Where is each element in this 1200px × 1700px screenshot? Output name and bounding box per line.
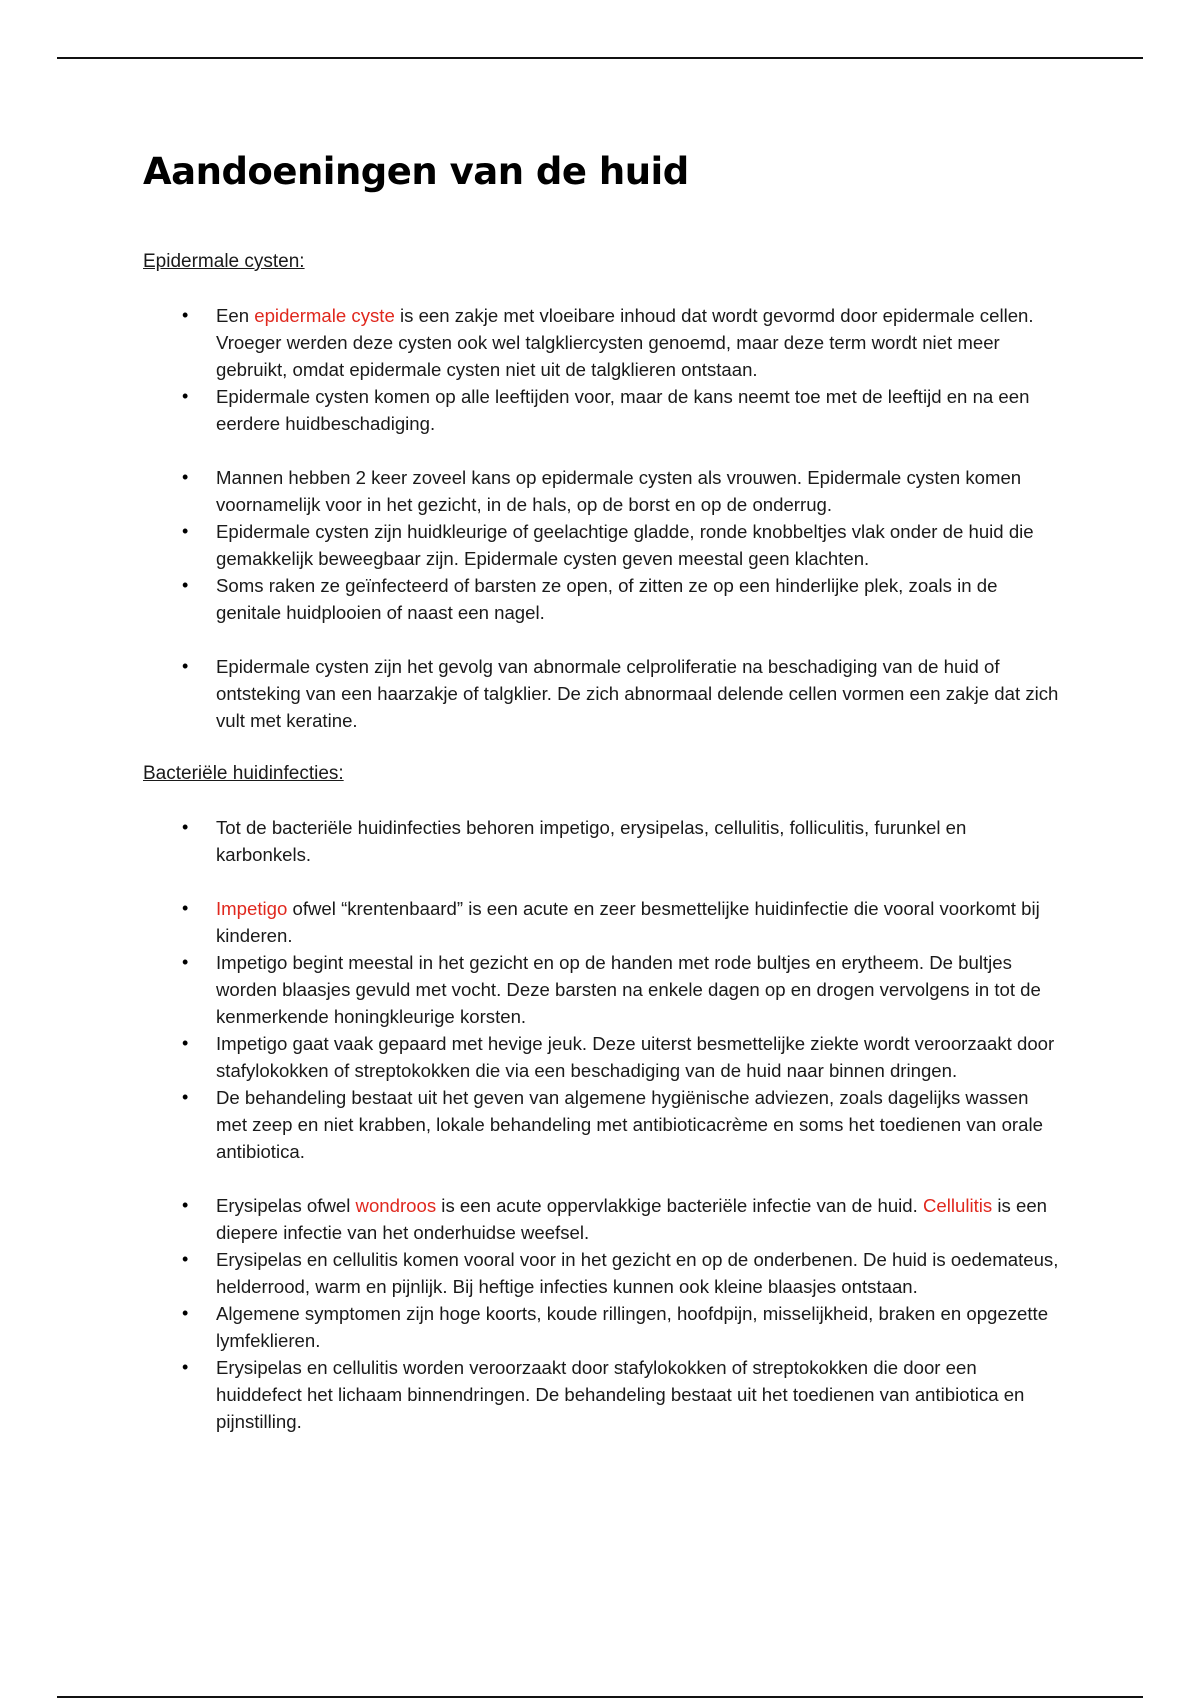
list-item — [143, 814, 1063, 868]
bullet-list — [143, 895, 1063, 1165]
list-item-text: Algemene symptomen zijn hoge koorts, koude rillingen, hoofdpijn, misselijkheid, braken en opgezette lymfeklieren. — [216, 1303, 1049, 1351]
page-title: Aandoeningen van de huid — [143, 150, 689, 193]
list-item — [143, 1354, 1063, 1435]
highlighted-term: epidermale cyste — [254, 305, 395, 326]
list-item-text: Een — [216, 305, 255, 326]
highlighted-term: Impetigo — [216, 898, 288, 919]
bullet-list — [143, 464, 1063, 626]
sections-container — [143, 248, 1063, 1435]
list-item — [143, 464, 1063, 518]
list-item-text: Impetigo gaat vaak gepaard met hevige jeuk. Deze uiterst besmettelijke ziekte wordt veroorzaakt door stafylokokken of streptokokken die via een beschadiging van de huid naar binnen dringen. — [216, 1033, 1055, 1081]
list-item — [143, 572, 1063, 626]
list-item — [143, 949, 1063, 1030]
list-item — [143, 1030, 1063, 1084]
highlighted-term: wondroos — [355, 1195, 437, 1216]
bullet-list — [143, 302, 1063, 437]
list-item-text: De behandeling bestaat uit het geven van algemene hygiënische adviezen, zoals dagelijks wassen met zeep en niet krabben, lokale behandeling met antibioticacrème en soms het toedienen van orale antibiotica. — [216, 1087, 1043, 1162]
list-item — [143, 383, 1063, 437]
section-heading: Epidermale cysten: — [143, 251, 305, 272]
bullet-list — [143, 814, 1063, 868]
list-item — [143, 653, 1063, 734]
list-item-text: Tot de bacteriële huidinfecties behoren impetigo, erysipelas, cellulitis, folliculitis, furunkel en karbonkels. — [216, 817, 967, 865]
list-item — [143, 895, 1063, 949]
list-item-text: is een acute oppervlakkige bacteriële infectie van de huid. — [436, 1195, 923, 1216]
list-item-text: ofwel “krentenbaard” is een acute en zeer besmettelijke huidinfectie die vooral voorkomt bij kinderen. — [216, 898, 1040, 946]
list-item — [143, 1084, 1063, 1165]
list-item-text: Impetigo begint meestal in het gezicht en op de handen met rode bultjes en erytheem. De bultjes worden blaasjes gevuld met vocht. Deze barsten na enkele dagen op en drogen vervolgens in tot de kenmerkende honingkleurige korsten. — [216, 952, 1041, 1027]
list-item-text: Epidermale cysten zijn huidkleurige of geelachtige gladde, ronde knobbeltjes vlak onder de huid die gemakkelijk beweegbaar zijn. Epidermale cysten geven meestal geen klachten. — [216, 521, 1034, 569]
list-item — [143, 518, 1063, 572]
list-item — [143, 1300, 1063, 1354]
list-item-text: Erysipelas en cellulitis komen vooral voor in het gezicht en op de onderbenen. De huid is oedemateus, helderrood, warm en pijnlijk. Bij heftige infecties kunnen ook kleine blaasjes ontstaan. — [216, 1249, 1059, 1297]
list-item — [143, 302, 1063, 383]
bullet-list — [143, 1192, 1063, 1435]
list-item-text: Epidermale cysten zijn het gevolg van abnormale celproliferatie na beschadiging van de huid of ontsteking van een haarzakje of talgklier. De zich abnormaal delende cellen vormen een zakje dat zich vult met keratine. — [216, 656, 1059, 731]
list-item-text: is een zakje met vloeibare inhoud dat wordt gevormd door epidermale cellen. Vroeger werden deze cysten ook wel talgkliercysten genoemd, maar deze term wordt niet meer gebruikt, omdat epidermale cysten niet uit de talgklieren ontstaan. — [216, 305, 1034, 380]
bullet-list — [143, 653, 1063, 734]
list-item-text: Mannen hebben 2 keer zoveel kans op epidermale cysten als vrouwen. Epidermale cysten komen voornamelijk voor in het gezicht, in de hals, op de borst en op de onderrug. — [216, 467, 1022, 515]
highlighted-term: Cellulitis — [922, 1195, 993, 1216]
section-heading: Bacteriële huidinfecties: — [143, 763, 344, 784]
list-item — [143, 1192, 1063, 1246]
list-item-text: Soms raken ze geïnfecteerd of barsten ze open, of zitten ze op een hinderlijke plek, zoals in de genitale huidplooien of naast een nagel. — [216, 575, 998, 623]
document-body — [143, 140, 1063, 1435]
list-item-text: Epidermale cysten komen op alle leeftijden voor, maar de kans neemt toe met de leeftijd en na een eerdere huidbeschadiging. — [216, 386, 1030, 434]
bottom-rule — [57, 1696, 1143, 1698]
list-item-text: is een diepere infectie van het onderhuidse weefsel. — [216, 1195, 1048, 1243]
list-item-text: Erysipelas ofwel — [216, 1195, 356, 1216]
list-item-text: Erysipelas en cellulitis worden veroorzaakt door stafylokokken of streptokokken die door een huiddefect het lichaam binnendringen. De behandeling bestaat uit het toedienen van antibiotica en pijnstilling. — [216, 1357, 1025, 1432]
top-rule — [57, 57, 1143, 59]
list-item — [143, 1246, 1063, 1300]
